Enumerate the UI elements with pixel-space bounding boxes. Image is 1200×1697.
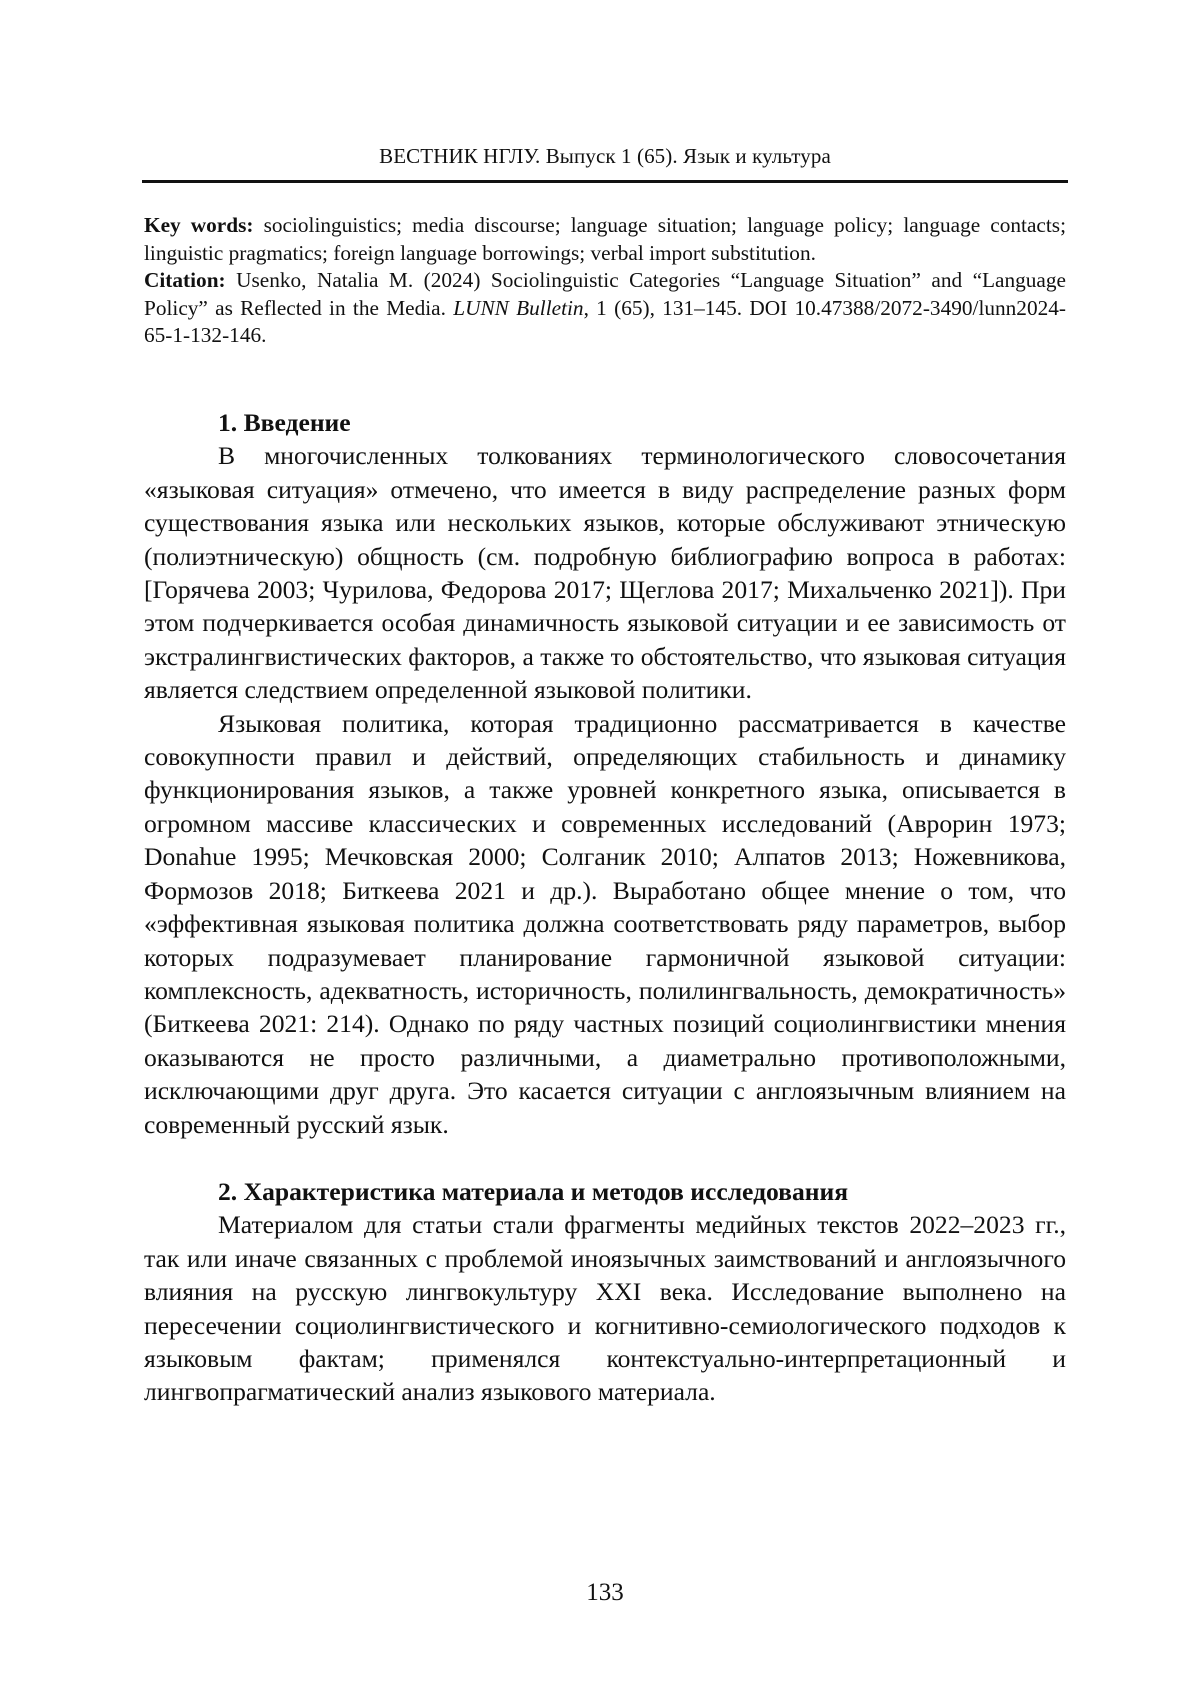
keywords — [144, 212, 1066, 267]
body-paragraph: В многочисленных толкованиях терминологического словосочетания «языковая ситуация» отмечено, что имеется в виду распределение разных форм существования языка или нескольких языков, которые обслуживают этническую (полиэтническую) общность (см. подробную библиографию вопроса в работах: [Горячева 2003; Чурилова, Федорова 2017; Щеглова 2017; Михальченко 2021]). При этом подчеркивается особая динамичность языковой ситуации и ее зависимость от экстралингвистических факторов, а также то обстоятельство, что языковая ситуация является следствием определенной языковой политики. — [144, 441, 1066, 705]
keywords-text: sociolinguistics; media discourse; language situation; language policy; language contacts; linguistic pragmatics; foreign language borrowings; verbal import substitution. — [144, 213, 1066, 265]
citation — [144, 267, 1066, 350]
citation-text-after: , 1 (65), 131–145. DOI 10.47388/2072-3490/lunn2024-65-1-132-146. — [144, 295, 1066, 347]
running-header: ВЕСТНИК НГЛУ. Выпуск 1 (65). Язык и культура — [379, 144, 831, 168]
citation-journal: LUNN Bulletin — [453, 295, 584, 320]
page-number: 133 — [586, 1579, 624, 1606]
citation-label: Citation: — [144, 268, 226, 292]
article-meta — [144, 212, 1066, 350]
body-paragraph: Языковая политика, которая традиционно рассматривается в качестве совокупности правил и действий, определяющих стабильность и динамику функционирования языков, а также уровней конкретного языка, описывается в огромном массиве классических и современных исследований (Аврорин 1973; Donahue 1995; Мечковская 2000; Солганик 2010; Алпатов 2013; Ножевникова, Формозов 2018; Биткеева 2021 и др.). Выработано общее мнение о том, что «эффективная языковая политика должна соответствовать ряду параметров, выбор которых подразумевает планирование гармоничной языковой ситуации: комплексность, адекватность, историчность, полилингвальность, демократичность» (Биткеева 2021: 214). Однако по ряду частных позиций социолингвистики мнения оказываются не просто различными, а диаметрально противоположными, исключающими друг друга. Это касается ситуации с англоязычным влиянием на современный русский язык. — [144, 708, 1066, 1139]
header-rule — [142, 180, 1068, 183]
body-paragraph: Материалом для статьи стали фрагменты медийных текстов 2022–2023 гг., так или иначе связанных с проблемой иноязычных заимствований и англоязычного влияния на русскую лингвокультуру XXI века. Исследование выполнено на пересечении социолингвистического и когнитивно-семиологического подходов к языковым фактам; применялся контекстуально-интерпретационный и лингвопрагматический анализ языкового материала. — [144, 1210, 1066, 1407]
keywords-label: Key words: — [144, 213, 254, 237]
section-heading-introduction: 1. Введение — [218, 408, 351, 437]
article-body — [144, 406, 1066, 1409]
citation-text-before: Usenko, Natalia M. (2024) Sociolinguistic Categories “Language Situation” and “Language Policy” as Reflected in the Media. — [144, 268, 1066, 320]
section-heading-materials-methods: 2. Характеристика материала и методов исследования — [218, 1176, 849, 1206]
